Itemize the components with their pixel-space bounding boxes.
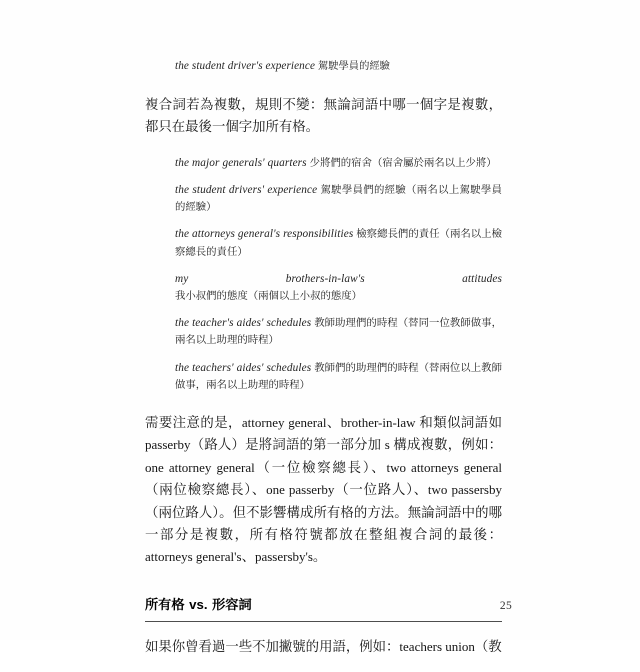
note-seg: （兩位路人）。但不影響構成所有格的方法。無論詞語中的哪一部分是複數，所有格符號都放在整組複合詞的最後： <box>145 504 502 543</box>
note-latin-term: two attorneys general <box>386 459 502 475</box>
page-number: 25 <box>499 600 512 612</box>
note-seg: 和類似詞語如 <box>415 415 502 431</box>
top-example-chinese: 駕駛學員的經驗 <box>317 60 390 72</box>
example-chinese: 檢察總長們的責任（兩名以上檢察總長的責任） <box>175 228 502 258</box>
note-latin-term: passersby's <box>254 549 313 565</box>
note-seg: （一位檢察總長）、 <box>254 459 387 475</box>
note-paragraph <box>145 412 502 569</box>
note-latin-term: one attorney general <box>145 459 255 475</box>
note-latin-term: two passersby <box>427 482 502 498</box>
note-seg: 構成複數，例如： <box>389 437 502 453</box>
example-item <box>175 226 502 260</box>
section-heading-zh-tail: 形容詞 <box>207 597 252 613</box>
example-item <box>175 360 502 394</box>
closing-seg: （教 <box>474 638 502 654</box>
top-example-line <box>145 58 502 75</box>
example-item <box>175 155 502 172</box>
note-seg: （一位路人）、 <box>334 482 428 498</box>
example-chinese: 我小叔們的態度（兩個以上小叔的態度） <box>175 290 363 303</box>
example-item <box>175 182 502 216</box>
intro-paragraph: 複合詞若為複數，規則不變：無論詞語中哪一個字是複數，都只在最後一個字加所有格。 <box>145 97 502 135</box>
note-seg: （路人）是將詞語的第一部分加 <box>190 437 385 453</box>
example-chinese: 教師們的助理們的時程（替兩位以上教師做事，兩名以上助理的時程） <box>175 361 503 391</box>
note-latin-term: attorney general <box>241 415 327 431</box>
section-heading <box>145 595 502 622</box>
example-english: the teacher's aides' schedules <box>175 317 315 330</box>
closing-paragraph <box>145 636 502 658</box>
example-english: the major generals' quarters <box>175 156 310 169</box>
example-item <box>175 315 502 349</box>
example-chinese: 少將們的宿舍（宿舍屬於兩名以上少將） <box>309 156 497 169</box>
example-english: the teachers' aides' schedules <box>175 361 315 374</box>
example-block <box>145 155 502 394</box>
note-seg: 。 <box>312 549 327 565</box>
example-chinese: 教師助理們的時程（替同一位教師做事，兩名以上助理的時程） <box>175 317 503 347</box>
section-heading-zh-lead: 所有格 <box>145 597 190 613</box>
note-latin-term: one passerby <box>266 482 335 498</box>
note-latin-term: attorneys general's <box>145 549 242 565</box>
note-latin-term: passerby <box>145 437 191 453</box>
note-seg: 需要注意的是， <box>145 415 242 431</box>
example-english: my brothers-in-law's attitudes <box>175 272 502 285</box>
example-english: the attorneys general's responsibilities <box>175 228 357 241</box>
example-chinese: 駕駛學員們的經驗（兩名以上駕駛學員的經驗） <box>175 184 502 214</box>
note-latin-term: s <box>384 437 390 453</box>
closing-seg: 如果你曾看過一些不加撇號的用語，例如： <box>145 638 400 654</box>
note-seg: 、 <box>326 415 341 431</box>
example-english: the student drivers' experience <box>175 184 321 197</box>
text-column <box>145 58 502 672</box>
note-latin-term: brother-in-law <box>340 415 416 431</box>
note-seg: （兩位檢察總長）、 <box>145 482 267 498</box>
closing-latin-term: teachers union <box>399 638 475 654</box>
top-example-english: the student driver's experience <box>175 60 318 72</box>
section-heading-latin: vs. <box>189 596 208 612</box>
note-seg: 、 <box>241 549 255 565</box>
example-item <box>175 271 502 305</box>
